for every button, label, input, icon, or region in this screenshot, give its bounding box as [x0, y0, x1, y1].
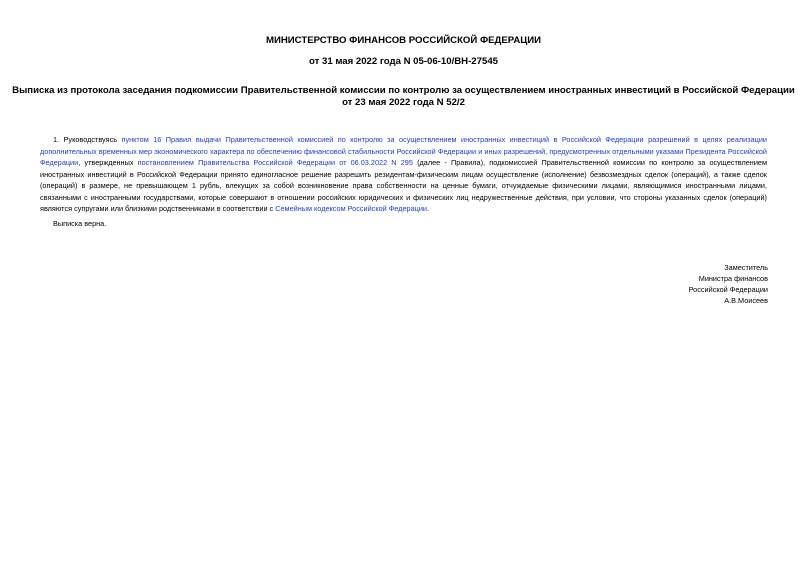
signatory-name: А.В.Моисеев — [724, 296, 768, 305]
paragraph-text: 1. Руководствуясь — [53, 135, 122, 144]
link-rules-clause-16[interactable]: пунктом 16 Правил выдачи Правительственной комиссией по контролю за осуществлением иностранных инвестиций в Российской Федерации разрешений в целях реализации дополнительных временных мер экономического характера по обеспечению финансовой стабильности Российской Федерации и иных разрешений, предусмотренных отдельными указами Президента Российской Федерации — [40, 135, 767, 167]
document-title — [0, 85, 807, 109]
extract-verified-note: Выписка верна. — [53, 219, 107, 228]
paragraph-text: (далее - Правила), подкомиссией Правительственной комиссии по контролю за осуществлением иностранных инвестиций в Российской Федерации принято единогласное решение разрешить резидентам-физическим лицам осуществление (исполнение) безвозмездных сделок (операций), а также сделок (операций) в размере, не превышающем 1 рубль, влекущих за собой возникновение права собственности на ценные бумаги, отчуждаемые физическими лицами, являющимися иностранными лицами, связанными с иностранными государствами, которые совершают в отношении российских юридических и физических лиц недружественные действия, при условии, что стороны указанных сделок (операций) являются супругами или близкими родственниками в соответствии с — [40, 158, 767, 213]
document-title-line-2: от 23 мая 2022 года N 52/2 — [342, 97, 465, 108]
paragraph-1 — [40, 134, 767, 215]
link-family-code[interactable]: Семейным кодексом Российской Федерации — [275, 204, 427, 213]
signature-position-line-3: Российской Федерации — [688, 285, 768, 294]
link-government-decree-295[interactable]: постановлением Правительства Российской Федерации от 06.03.2022 N 295 — [137, 158, 413, 167]
signature-block — [689, 262, 768, 306]
signature-position-line-1: Заместитель — [724, 263, 768, 272]
document-title-line-1: Выписка из протокола заседания подкомиссии Правительственной комиссии по контролю за осуществлением иностранных инвестиций в Российской Федерации — [12, 85, 795, 96]
paragraph-text: , утвержденных — [78, 158, 138, 167]
signature-position-line-2: Министра финансов — [698, 274, 768, 283]
ministry-header: МИНИСТЕРСТВО ФИНАНСОВ РОССИЙСКОЙ ФЕДЕРАЦИИ — [265, 35, 542, 46]
document-number: от 31 мая 2022 года N 05-06-10/ВН-27545 — [309, 56, 498, 67]
paragraph-text: . — [426, 204, 430, 213]
